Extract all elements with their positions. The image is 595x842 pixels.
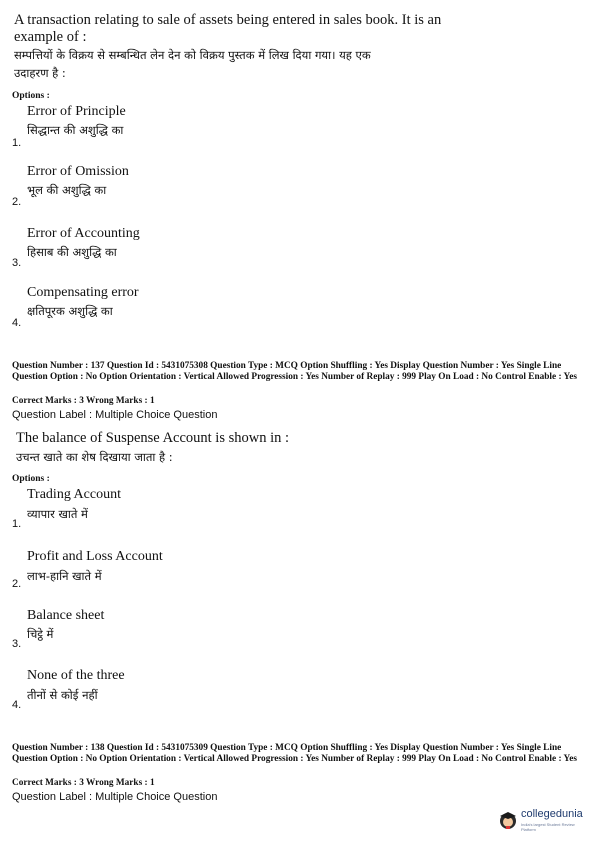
option-hi: लाभ-हानि खाते में [27, 569, 102, 583]
option-en: None of the three [27, 668, 125, 683]
logo-name: collegedunia [521, 808, 583, 820]
option-number: 3. [12, 638, 22, 650]
option-en: Error of Accounting [27, 226, 140, 241]
question-text-en: The balance of Suspense Account is shown in : [16, 430, 290, 446]
option-number: 1. [12, 518, 22, 530]
option-en: Profit and Loss Account [27, 549, 163, 564]
option-en: Trading Account [27, 487, 121, 502]
option-hi: भूल की अशुद्धि का [27, 183, 107, 197]
marks-info: Correct Marks : 3 Wrong Marks : 1 [12, 778, 155, 788]
option-number: 4. [12, 317, 22, 329]
question-text-hi: उचन्त खाते का शेष दिखाया जाता है : [16, 450, 173, 464]
question-label: Question Label : Multiple Choice Question [12, 409, 218, 421]
option-number: 4. [12, 699, 22, 711]
option-hi: हिसाब की अशुद्धि का [27, 245, 117, 259]
option-hi: तीनों से कोई नहीं [27, 688, 98, 702]
option-hi: व्यापार खाते में [27, 507, 88, 521]
option-en: Error of Omission [27, 164, 129, 179]
marks-info: Correct Marks : 3 Wrong Marks : 1 [12, 396, 155, 406]
option-hi: सिद्धान्त की अशुद्धि का [27, 123, 124, 137]
collegedunia-logo [498, 808, 590, 834]
question-meta: Question Number : 137 Question Id : 5431075308 Question Type : MCQ Option Shuffling : Yes Display Question Number : Yes Single Line Question Option : No Option Orientation : Vertical Allowed Progression : Yes Number of Replay : 999 Play On Load : No Control Enable : Yes [12, 361, 577, 382]
question-text-en-line1: A transaction relating to sale of assets being entered in sales book. It is an [14, 12, 442, 28]
option-number: 2. [12, 196, 22, 208]
options-label: Options : [12, 474, 50, 484]
options-label: Options : [12, 91, 50, 101]
question-label: Question Label : Multiple Choice Question [12, 791, 218, 803]
graduate-avatar-icon [498, 810, 518, 830]
option-number: 2. [12, 578, 22, 590]
option-number: 3. [12, 257, 22, 269]
logo-tagline: India's largest Student Review Platform [521, 822, 575, 832]
option-hi: चिट्ठे में [27, 627, 54, 641]
question-meta: Question Number : 138 Question Id : 5431075309 Question Type : MCQ Option Shuffling : Yes Display Question Number : Yes Single Line Question Option : No Option Orientation : Vertical Allowed Progression : Yes Number of Replay : 999 Play On Load : No Control Enable : Yes [12, 743, 577, 764]
question-text-hi-line1: सम्पत्तियों के विक्रय से सम्बन्धित लेन देन को विक्रय पुस्तक में लिख दिया गया। यह एक [14, 48, 371, 62]
question-text-en-line2: example of : [14, 29, 87, 45]
option-number: 1. [12, 137, 22, 149]
option-en: Error of Principle [27, 104, 126, 119]
option-en: Balance sheet [27, 608, 105, 623]
option-hi: क्षतिपूरक अशुद्धि का [27, 304, 113, 318]
option-en: Compensating error [27, 285, 139, 300]
question-text-hi-line2: उदाहरण है : [14, 66, 66, 80]
